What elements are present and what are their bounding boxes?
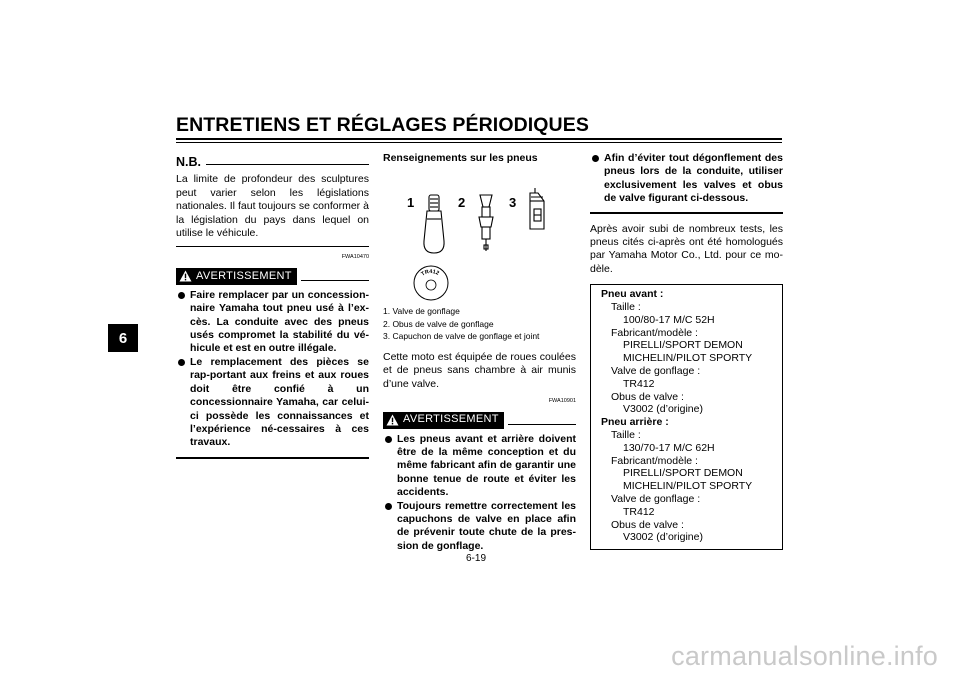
- caption-1: 1. Valve de gonflage: [383, 306, 460, 317]
- valve-marking: TR412: [420, 269, 440, 279]
- rear-size: 130/70-17 M/C 62H: [623, 441, 715, 454]
- warning-heading: [176, 268, 369, 285]
- front-core: V3002 (d’origine): [623, 403, 703, 416]
- front-maker-2: MICHELIN/PILOT SPORTY: [623, 352, 753, 365]
- warning-icon: [179, 270, 192, 282]
- warning-label: AVERTISSEMENT: [403, 413, 499, 426]
- front-maker-1: PIRELLI/SPORT DEMON: [623, 339, 743, 352]
- front-core-label: Obus de valve :: [611, 390, 684, 403]
- rear-maker-label: Fabricant/modèle :: [611, 454, 698, 467]
- rear-maker-2: MICHELIN/PILOT SPORTY: [623, 480, 753, 493]
- rear-valve-label: Valve de gonflage :: [611, 493, 701, 505]
- valve-figure: [383, 171, 576, 301]
- front-size-label: Taille :: [611, 301, 641, 314]
- warning-end-rule: [590, 212, 783, 214]
- warning-list: [383, 433, 576, 554]
- valve-cap-icon: [530, 188, 544, 229]
- nb-end-rule: [176, 246, 369, 247]
- rear-core: V3002 (d’origine): [623, 531, 703, 544]
- warning-list-continued: [590, 152, 783, 206]
- warning-rule: [301, 280, 369, 281]
- front-valve: TR412: [623, 377, 655, 390]
- valve-icon: [424, 195, 444, 253]
- front-tire-heading: Pneu avant :: [601, 288, 664, 301]
- caption-3: 3. Capuchon de valve de gonflage et joint: [383, 331, 540, 342]
- valve-core-icon: [479, 195, 493, 251]
- left-column: [176, 150, 369, 459]
- right-column: [590, 150, 783, 550]
- warning-list: [176, 289, 369, 450]
- svg-text:TR412: [420, 269, 439, 278]
- valve-marking-icon: [414, 266, 448, 300]
- section-title: Renseignements sur les pneus: [383, 152, 538, 164]
- nb-heading: [176, 156, 369, 169]
- nb-text: La limite de profondeur des sculptures peut varier selon les législations nationales. Il faut toujours se conformer à la législation du pays dans lequel on utilise le véhicule.: [176, 173, 369, 240]
- list-item: Faire remplacer par un concession-naire Yamaha tout pneu usé à l’ex-cès. La conduite avec des pneus usés compromet la stabilité du vé-hicule et est en outre illégale.: [176, 289, 369, 356]
- nb-rule: [206, 164, 369, 165]
- figure-number-3: 3: [509, 195, 517, 211]
- list-item: Toujours remettre correctement les capuchons de valve en place afin de prévenir toute chute de la pres-sion de gonflage.: [383, 500, 576, 554]
- page-title: ENTRETIENS ET RÉGLAGES PÉRIODIQUES: [176, 114, 589, 136]
- front-valve-label: Valve de gonflage :: [611, 365, 701, 378]
- header-rule: [176, 138, 782, 140]
- homologation-paragraph: Après avoir subi de nombreux tests, les pneus cités ci-après ont été homologués par Yamaha Motor Co., Ltd. pour ce mo-dèle.: [590, 222, 783, 275]
- front-maker-label: Fabricant/modèle :: [611, 326, 698, 339]
- list-item: Les pneus avant et arrière doivent être de la même conception et du même fabricant afin de garantir une bonne tenue de route et éviter les accidents.: [383, 433, 576, 500]
- rear-tire-heading: Pneu arrière :: [601, 416, 669, 429]
- warning-code: FWA10901: [548, 398, 576, 405]
- chapter-tab: 6: [108, 324, 138, 352]
- middle-column: [383, 150, 576, 553]
- list-item: Afin d’éviter tout dégonflement des pneus lors de la conduite, utiliser exclusivement les valves et obus de valve figurant ci-dessous.: [590, 152, 783, 206]
- figure-number-1: 1: [407, 195, 415, 211]
- tubeless-paragraph: Cette moto est équipée de roues coulées et de pneus sans chambre à air munis d’une valve.: [383, 350, 576, 390]
- tire-spec-box: [590, 284, 783, 550]
- rear-size-label: Taille :: [611, 429, 641, 442]
- warning-end-rule: [176, 457, 369, 459]
- rear-core-label: Obus de valve :: [611, 518, 684, 531]
- watermark: carmanualsonline.info: [671, 641, 938, 671]
- front-size: 100/80-17 M/C 52H: [623, 313, 715, 326]
- figure-captions: [383, 305, 576, 343]
- caption-2: 2. Obus de valve de gonflage: [383, 318, 494, 329]
- header-rule-thin: [176, 142, 782, 143]
- page-number: 6-19: [466, 553, 487, 564]
- warning-heading: [383, 412, 576, 429]
- warning-badge: [383, 412, 504, 429]
- nb-label: N.B.: [176, 155, 201, 169]
- warning-icon: [386, 414, 399, 426]
- list-item: Le remplacement des pièces se rap-portant aux freins et aux roues doit être confié à un concessionnaire Yamaha, car celui-ci possède les connaissances et l’expérience né-cessaires à ces travaux.: [176, 356, 369, 450]
- warning-rule: [508, 424, 576, 425]
- warning-code: FWA10470: [341, 254, 369, 261]
- valve-drawing: [383, 171, 576, 301]
- figure-number-2: 2: [458, 195, 466, 211]
- rear-valve: TR412: [623, 505, 655, 518]
- rear-maker-1: PIRELLI/SPORT DEMON: [623, 467, 743, 480]
- warning-label: AVERTISSEMENT: [196, 269, 292, 282]
- warning-badge: [176, 268, 297, 285]
